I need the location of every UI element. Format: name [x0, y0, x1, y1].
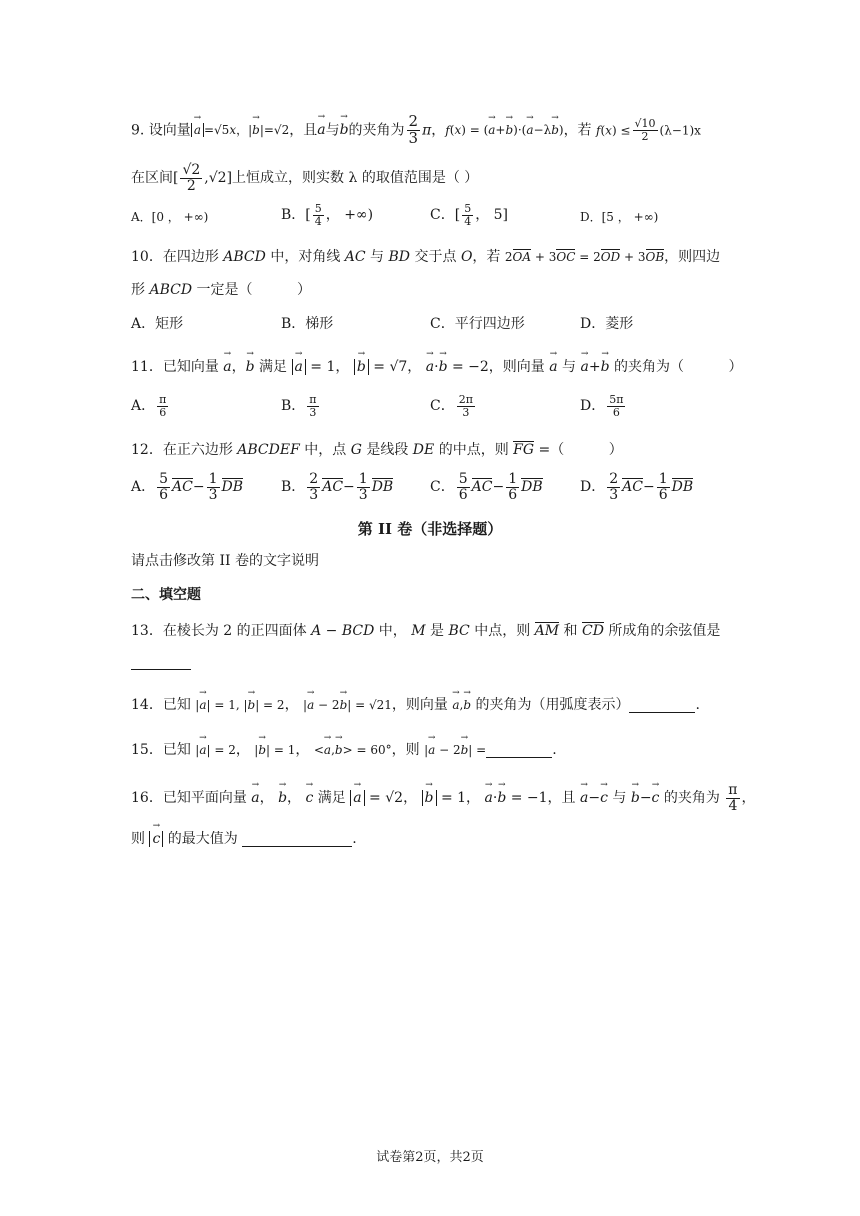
q10-option-c[interactable]: C．平行四边形 [430, 316, 525, 332]
page-footer: 试卷第2页，共2页 [376, 1150, 484, 1165]
q11-option-d[interactable]: D． $\frac{5\pi}{6}$ [580, 393, 624, 419]
q12-option-b[interactable]: B． $\frac{2}{3}$ AC− $\frac{1}{3}$ DB [281, 471, 394, 503]
q12-option-c[interactable]: C． $\frac{5}{6}$ AC− $\frac{1}{6}$ DB [430, 471, 543, 503]
section-fill-in: 二、填空题 [131, 587, 201, 603]
q16-line2: 则 → c 的最大值为 . [131, 828, 357, 847]
part2-title: 第 II 卷（非选择题） [357, 520, 503, 538]
q11-option-c[interactable]: C． $\frac{2\pi}{3}$ [430, 393, 473, 419]
q10-option-d[interactable]: D．菱形 [580, 316, 634, 332]
q14-line1: 14．已知 |→ a| = 1, |→ b| = 2， |→ a − 2→ b| = √21，则向量 → a,→ b 的夹角为（用弧度表示） . [131, 695, 700, 713]
q13-line1: 13．在棱长为 2 的正四面体 A − BCD 中， M 是 BC 中点，则 AM 和 CD 所成角的余弦值是 [131, 623, 721, 639]
q16-line1: 16．已知平面向量 → a， → b， → c 满足 → a = √2， → b = 1， → a·→ b = −1，且 → a−→ c 与 → b−→ c 的夹角为 $\frac{\pi}{4}$ ， [131, 783, 756, 813]
q9-option-b[interactable]: B．[ $\frac{5}{4}$ ， +∞) [281, 202, 374, 228]
q13-answer-blank[interactable] [131, 655, 191, 670]
q10-line2: 形 ABCD 一定是（ ） [131, 282, 312, 298]
q11-option-a[interactable]: A． $\frac{\pi}{6}$ [131, 393, 167, 419]
q11-line1: 11．已知向量 → a，→ b 满足 → a = 1， → b = √7， → a·→ b = −2，则向量 → a 与 → a+→ b 的夹角为（ ） [131, 356, 743, 374]
q16-answer-blank[interactable] [242, 832, 352, 847]
q10-line1: 10．在四边形 ABCD 中，对角线 AC 与 BD 交于点 O，若 2OA + 3OC = 2OD + 3OB，则四边 [131, 249, 721, 265]
q11-option-b[interactable]: B． $\frac{\pi}{3}$ [281, 393, 317, 419]
q10-option-a[interactable]: A．矩形 [131, 316, 184, 332]
q9-option-a[interactable]: A．[0 ， +∞) [131, 210, 209, 224]
q10-option-b[interactable]: B．梯形 [281, 316, 334, 332]
q9-line2: 在区间[ $\frac{√2}{2}$ ,√2]上恒成立，则实数 λ 的取值范围是（ ） [131, 162, 479, 194]
q12-option-d[interactable]: D． $\frac{2}{3}$ AC− $\frac{1}{6}$ DB [580, 471, 694, 503]
q15-line1: 15．已知 |→ a| = 2， |→ b| = 1， <→ a,→ b> = 60°，则 |→ a − 2→ b| = . [131, 740, 557, 758]
q9-option-d[interactable]: D．[5 ， +∞) [580, 210, 659, 224]
q12-option-a[interactable]: A． $\frac{5}{6}$ AC− $\frac{1}{3}$ DB [131, 471, 244, 503]
q12-line1: 12．在正六边形 ABCDEF 中，点 G 是线段 DE 的中点，则 FG =（ ） [131, 442, 623, 458]
q14-answer-blank[interactable] [629, 698, 695, 713]
q9-line1: 9. 设向量→ a =√5x，|→ b|=√2，且→ a与→ b的夹角为 $\frac{2}{3}$ π，f(x) = (→ a+→ b)·(→ a−λ→ b)，若 f(x) ≤ $\frac{√10}{2}$ (λ−1)x [131, 114, 701, 147]
q9-option-c[interactable]: C．[ $\frac{5}{4}$ ， 5] [430, 202, 509, 228]
q15-answer-blank[interactable] [486, 743, 552, 758]
part2-note[interactable]: 请点击修改第 II 卷的文字说明 [131, 553, 319, 569]
